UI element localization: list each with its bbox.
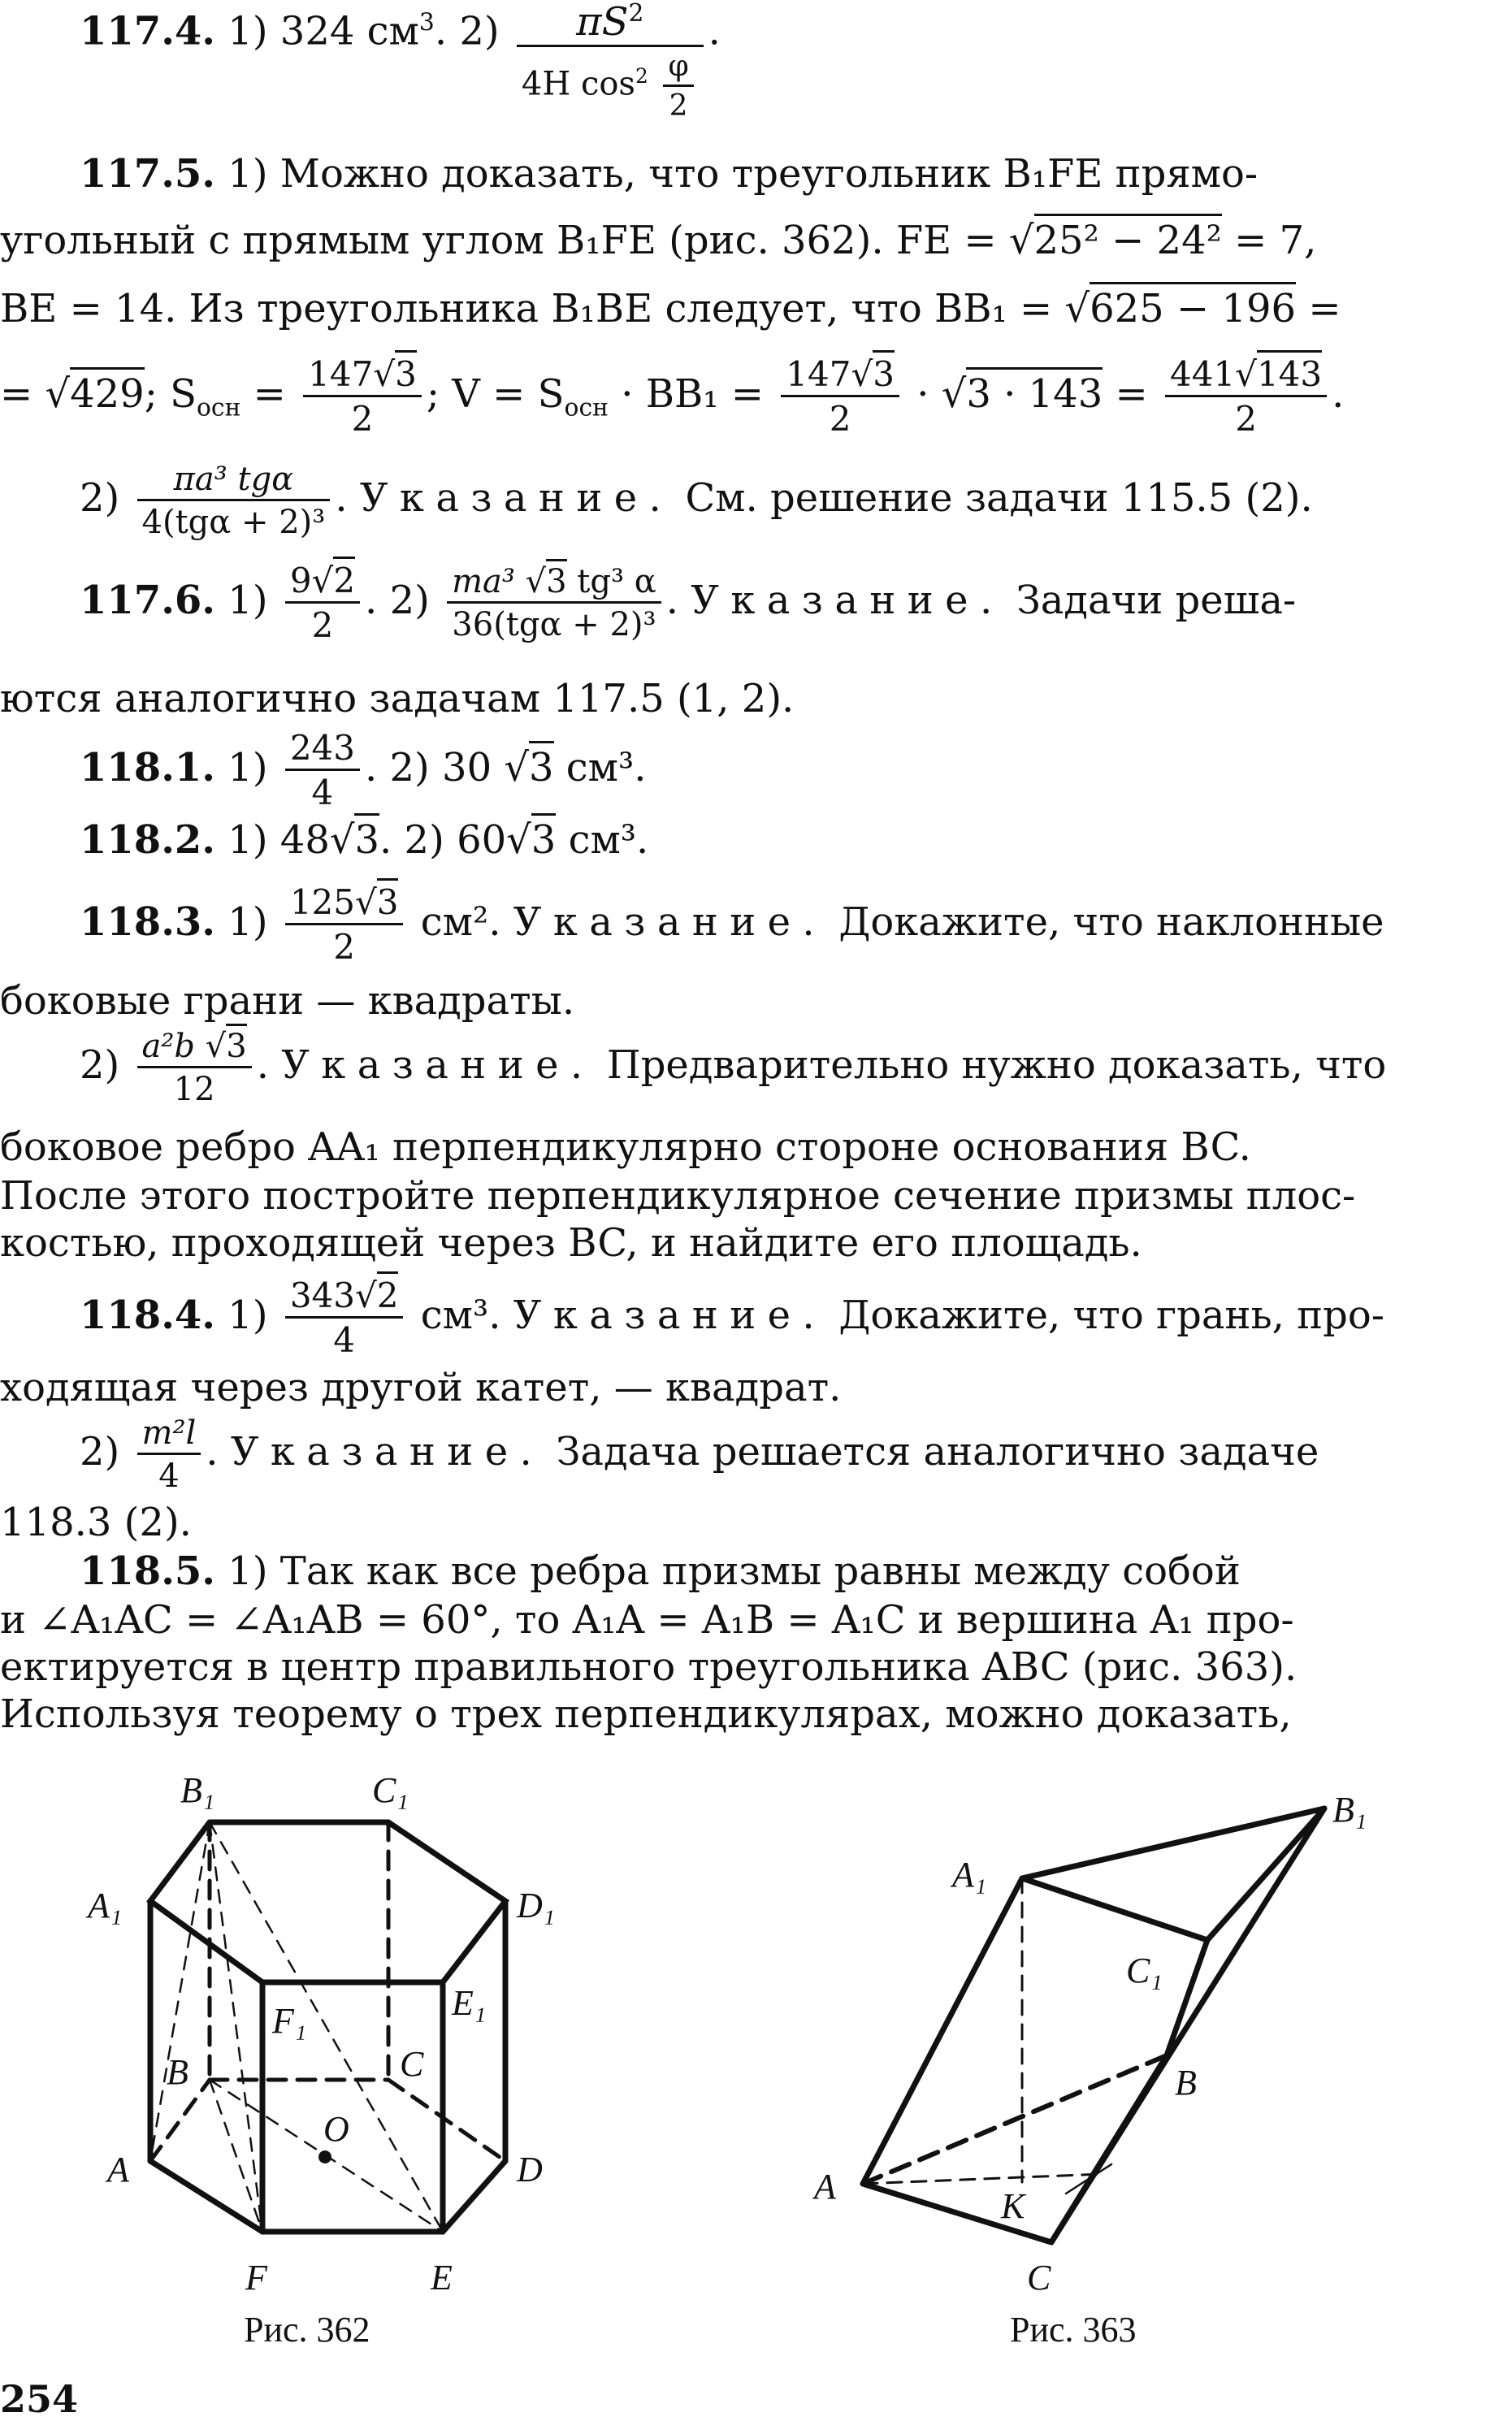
problem-number: 117.6. <box>80 578 216 623</box>
edge <box>1207 1808 1324 1940</box>
label-F: F <box>245 2258 267 2298</box>
label-C1: C₁ <box>1126 1951 1163 1990</box>
label-F1: F₁ <box>272 2001 307 2041</box>
label-C: C <box>1027 2258 1051 2298</box>
label-B1: B₁ <box>1332 1790 1367 1830</box>
fraction: $\frac{147√3}{2}$ <box>303 357 422 436</box>
angle-mark <box>1066 2164 1111 2194</box>
hidden-edge <box>863 2055 1167 2184</box>
label-A: A <box>107 2150 129 2189</box>
hidden-edge <box>150 2080 210 2161</box>
label-K: K <box>1001 2186 1025 2226</box>
page-number: 254 <box>0 2377 79 2421</box>
label-E1: E₁ <box>452 1983 487 2023</box>
problem-number: 118.2. <box>80 817 216 863</box>
problem-118-2: 118.2. 1) 48√3. 2) 60√3 см³. <box>80 821 648 860</box>
label-O: O <box>323 2109 349 2149</box>
diagonal <box>210 2080 262 2232</box>
problem-number: 118.4. <box>80 1293 216 1338</box>
fraction: $\frac{147√3}{2}$ <box>781 357 899 436</box>
label-B1: B₁ <box>180 1770 215 1810</box>
edge <box>1022 1878 1207 1940</box>
problem-number: 117.4. <box>80 8 216 54</box>
fraction: $\frac{\text{a²b √3}}{12}$ <box>137 1030 252 1106</box>
problem-117-6: 117.6. 1) $\frac{9√2}{2}$ . 2) ma³ √3 tg³ α 36(tgα + 2)³ . Указание. Задачи реша- <box>80 564 1296 643</box>
problem-117-4: 117.4. 1) 324 $см^3$. 2) $\pi S^2$ 4H $\cos^2$ $\frac{\varphi}{2}$ . <box>80 0 721 123</box>
label-A1: A₁ <box>88 1886 123 1925</box>
edge <box>1167 1940 1207 2055</box>
center-point-O <box>318 2150 331 2163</box>
fraction: $\pi S^2$ 4H $\cos^2$ $\frac{\varphi}{2}$ <box>517 2 704 121</box>
label-B: B <box>167 2052 188 2092</box>
figure-363-triangular-prism <box>812 1779 1430 2356</box>
fraction: $\frac{441√143}{2}$ <box>1165 357 1327 436</box>
problem-number: 117.5. <box>80 151 216 197</box>
fraction: $\frac{243}{4}$ <box>285 731 360 810</box>
edge <box>150 2161 505 2232</box>
problem-118-3: 118.3. 1) $\frac{125√3}{2}$ см². Указание. Докажите, что наклонные <box>80 886 1384 964</box>
fraction: $\frac{125√3}{2}$ <box>285 886 404 964</box>
diagonal <box>210 1822 262 2232</box>
fraction: $\frac{\text{m²l}}{4}$ <box>137 1417 201 1492</box>
diagonal <box>150 1822 210 2161</box>
label-C: C <box>400 2044 424 2084</box>
problem-117-5: 117.5. 1) Можно доказать, что треугольник B₁FE прямо- <box>80 151 1259 197</box>
fraction: $\frac{9√2}{2}$ <box>285 564 360 643</box>
figure-caption: Рис. 362 <box>244 2310 370 2350</box>
label-A: A <box>814 2167 836 2207</box>
label-C1: C₁ <box>372 1770 409 1810</box>
edge <box>150 1822 505 1982</box>
fraction: ma³ √3 tg³ α 36(tgα + 2)³ <box>447 565 661 641</box>
fraction: πa³ tgα 4(tgα + 2)³ <box>137 463 331 539</box>
diagonal <box>210 1822 443 2232</box>
label-A1: A₁ <box>952 1855 987 1895</box>
problem-118-1: 118.1. 1) $\frac{243}{4}$ . 2) 30 √3 см³. <box>80 728 647 812</box>
label-D: D <box>517 2150 543 2189</box>
problem-number: 118.1. <box>80 745 216 790</box>
fraction: $\frac{343√2}{4}$ <box>285 1279 404 1358</box>
problem-number: 118.3. <box>80 899 216 945</box>
problem-118-5: 118.5. 1) Так как все ребра призмы равны между собой <box>80 1548 1241 1594</box>
problem-118-4: 118.4. 1) $\frac{343√2}{4}$ см³. Указание. Докажите, что грань, про- <box>80 1279 1384 1358</box>
median <box>863 2174 1102 2184</box>
label-E: E <box>431 2258 453 2298</box>
figure-362-hexagonal-prism <box>81 1763 585 2356</box>
hidden-edge <box>388 2080 505 2161</box>
label-B: B <box>1175 2063 1197 2103</box>
label-D1: D₁ <box>517 1886 556 1925</box>
figure-caption: Рис. 363 <box>1010 2310 1137 2350</box>
problem-number: 118.5. <box>80 1548 216 1594</box>
